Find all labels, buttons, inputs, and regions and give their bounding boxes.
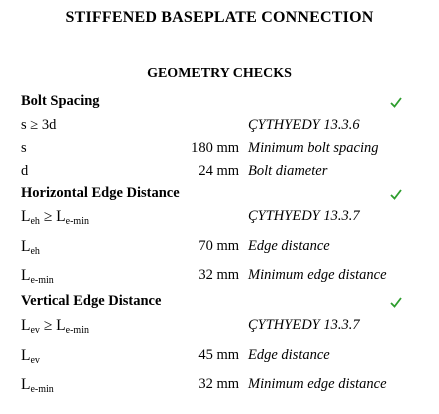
row-description: ÇYTHYEDY 13.3.6: [248, 117, 360, 133]
row-symbol: s: [21, 140, 27, 156]
row-description: Minimum edge distance: [248, 267, 387, 283]
section-heading-vertical-edge-distance: Vertical Edge Distance: [21, 293, 162, 309]
row-description: Minimum bolt spacing: [248, 140, 379, 156]
row-value: 32 mm: [198, 376, 239, 392]
check-row-horizontal-edge-rule: [0, 208, 439, 230]
section-subtitle: GEOMETRY CHECKS: [147, 66, 292, 81]
check-row-vertical-edge-rule: [0, 317, 439, 339]
row-symbol: $L_{e-min}$: [21, 267, 54, 286]
check-row-horizontal-min-edge-distance: [0, 267, 439, 289]
check-row-vertical-min-edge-distance: [0, 376, 439, 398]
row-symbol: s ≥ 3d: [21, 117, 57, 133]
check-row-horizontal-edge-distance: [0, 238, 439, 260]
row-value: 24 mm: [198, 163, 239, 179]
row-description: ÇYTHYEDY 13.3.7: [248, 317, 360, 333]
row-value: 180 mm: [191, 140, 239, 156]
row-symbol: $L_{eh} \ge L_{e-min}$: [21, 208, 89, 227]
row-description: Edge distance: [248, 238, 330, 254]
row-description: ÇYTHYEDY 13.3.7: [248, 208, 360, 224]
check-row-bolt-spacing-rule: [0, 117, 439, 139]
checkmark-icon: [389, 95, 403, 109]
checkmark-icon: [389, 295, 403, 309]
section-heading-horizontal-edge-distance: Horizontal Edge Distance: [21, 185, 180, 201]
checkmark-icon: [389, 187, 403, 201]
row-symbol: $L_{ev} \ge L_{e-min}$: [21, 317, 89, 336]
row-description: Edge distance: [248, 347, 330, 363]
row-description: Bolt diameter: [248, 163, 328, 179]
row-description: Minimum edge distance: [248, 376, 387, 392]
check-row-bolt-diameter: [0, 163, 439, 185]
row-symbol: $L_{e-min}$: [21, 376, 54, 395]
section-heading-bolt-spacing: Bolt Spacing: [21, 93, 100, 109]
row-symbol: $L_{eh}$: [21, 238, 40, 257]
row-symbol: d: [21, 163, 29, 179]
check-row-vertical-edge-distance: [0, 347, 439, 369]
check-row-bolt-spacing: [0, 140, 439, 162]
row-value: 32 mm: [198, 267, 239, 283]
row-value: 45 mm: [198, 347, 239, 363]
page-title: STIFFENED BASEPLATE CONNECTION: [65, 9, 374, 26]
row-symbol: $L_{ev}$: [21, 347, 40, 366]
row-value: 70 mm: [198, 238, 239, 254]
